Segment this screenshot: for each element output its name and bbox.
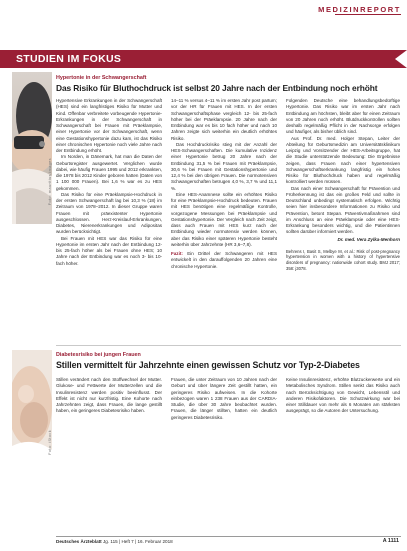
article1-fazit-label: Fazit:: [171, 251, 183, 256]
article2-col1-paragraph: Stillen verändert nach den Stoffwechsel der Mutter. Glukose- und Fettwerte der Mutterzellen und die Insulinresistenz werden positiv beeinflusst. Der Effekt ist nicht nur kurzfristig. Eine Kohorte nach Jahrzehnten zeigt, dass Frauen, die lange gestillt haben, ein geringeres Diabetesrisiko haben.: [56, 377, 162, 414]
article1-col3-paragraph: Aus Prof. Dr. med. Holger Stepan, Leiter der Abteilung für Geburtsmedizin am Universitätsklinikum Leipzig und Vorsitzender der HES-Arbeitsgruppe, hat die Studie unterstützende Bedeutung: Die Ergebnisse zeigen, dass Frauen nach einer hypertensiven Schwangerschaftserkrankung langfristig ein hohes Risiko für Bluthochdruck haben und regelmäßig kontrolliert werden müssen.: [286, 135, 400, 185]
section-label: MEDIZINREPORT: [318, 5, 401, 14]
article1-col2-paragraph: Eine HES-Anamnese sollte ein erhöhtes Risiko für eine Präeklampsie-Hochdruck bedeuten. Frauen mit HES benötigen eine regelmäßige Kontrolle, vorgezogene Messungen bei Präeklampsie und Gestationshypertonie. Der Vergleich nach Zeit zeigt, dass auch Frauen mit HES kurz nach der Entbindung wieder normotensiv werden können, aber das Risiko einer späteren Hypertonie besteht weiterhin über Jahrzehnte (HR 3,6–7,8).: [171, 191, 277, 247]
article1-col2-paragraph: Das Hochdruckrisiko stieg mit der Anzahl der HES-Schwangerschaften. Die kumulative Inzidenz einer Hypertonie betrug 20 Jahre nach der Entbindung 31,5 % bei Frauen mit Präeklampsie, 30,6 % bei Frauen mit Gestationshypertonie und 12,4 % bei den übrigen Frauen. Die normotensiven Schwangerschaften betrugen 4,0 %, 3,7 % und 11,1 %.: [171, 141, 277, 191]
article-divider: [56, 345, 401, 346]
article1-col1-paragraph: Im Norden, in Dänemark, hat man die Daten der Geburtsregister ausgewertet. Verglichen wurde dabei, wie häufig Frauen 1995 und 2012 erkrankten, die 1978 bis 2012 Kinder geboren hatten (Daten von 1 100 000 Frauen). Bei 1,6 % war es zu HES gekommen.: [56, 154, 162, 191]
article2-photo-credit: Foto: iStock: [48, 430, 52, 455]
article1-col1-paragraph: Hypertensive Erkrankungen in der Schwangerschaft (HES) sind ein langfristiges Risiko für Mutter und Kind. Offenbar verbreitete vorbeugende Hypertonie-Erkrankungen in der Schwangerschaft in Schwangerschaft bei Frauen mit Präeklampsie, einer Hypertonie vor der Schwangerschaft, wenn eine Gestationshypertonie dazu kam, ist das Risiko einer chronischen Hypertonie noch viele Jahre nach der Entbindung erhöht.: [56, 98, 162, 153]
header-rule: [335, 14, 401, 15]
article2-photo: [12, 350, 52, 470]
footer-citation: [56, 539, 173, 544]
footer-rule: [56, 536, 401, 537]
banner-arrow: [395, 50, 407, 68]
page-number: A 1111: [382, 538, 399, 544]
article1-col2-paragraph: 14–11 % versus 4–11 % im ersten Jahr post partum; vor der HR für Frauen mit HES. In der ersten Schwangerschaftsphase vergleich 12- bis 25-fach höher bei der Präeklampsie. 20 Jahre nach der Entbindung war es bis 10 fach höher und nach 10 Jahren zeigte sich weiterhin ein deutlich erhöhtes Risiko.: [171, 98, 277, 141]
article1-headline: Das Risiko für Bluthochdruck ist selbst 20 Jahre nach der Entbindung noch erhöht: [56, 83, 378, 93]
article1-col1-paragraph: Bei Frauen mit HES war das Risiko für eine Hypertonie im ersten Jahr nach der Entbindung 12- bis 25-fach höher als bei Frauen ohne HES; 10 Jahre nach der Entbindung war es noch 3- bis 10-fach höher.: [56, 235, 162, 266]
article1-references: Behrens I, Basit S, Melbye M, et al.: Risk of post-pregnancy hypertension in women with a history of hypertensive disorders of pregnancy: nationwide cohort study. BMJ 2017; 358: j3078.: [286, 248, 400, 271]
issue-citation: Jg. 115 | Heft 7 | 16. Februar 2018: [102, 539, 173, 544]
article1-column-1: [56, 98, 162, 334]
article1-col3-paragraph: Das nach einer Schwangerschaft für Prävention und Früherkennung ist das ein großes Feld und sollte in Deutschland unbedingt systematisch erfolgen. Wichtig seien hier insbesondere Informationen zu Risiko und Prävention, betont Stepan. Präventivmaßnahmen sind im Anschluss an eine Präeklampsie oder eine HES-Erkrankung besonders wichtig, und die Patientinnen sollten darüber informiert werden.: [286, 185, 400, 235]
article1-column-2: [171, 98, 277, 334]
article1-photo-credit: Foto: mauritius images: [48, 158, 52, 206]
article2-headline: Stillen vermittelt für Jahrzehnte einen gewissen Schutz vor Typ-2-Diabetes: [56, 360, 360, 370]
article2-column-1: [56, 377, 162, 533]
article1-col3-paragraph: Folgenden Deutsche eine behandlungsbedürftige Hypertonie. Das Risiko war im ersten Jahr nach Entbindung am höchsten, bleibt aber für einen Zeitraum von 20 Jahren noch erhöht. Blutdruckkontrollen sollten deshalb regelmäßig Pflicht in der Nachsorge erfolgen und häufiger, als bisher üblich sind.: [286, 98, 400, 135]
article2-column-2: [171, 377, 277, 533]
article1-fazit-text: Ein Drittel der Schwangeren mit HES entwickelt in den darauffolgenden 20 Jahren eine chronische Hypertonie.: [171, 251, 277, 269]
section-banner: STUDIEN IM FOKUS: [0, 50, 407, 68]
article2-col2-paragraph: Frauen, die unter Zeitraum von 10 Jahren nach der Geburt und über längere Zeit gestillt hatten, ein geringeres Risiko aufweisen. In die Kohorte einbezogen waren 1 238 Frauen aus der CARDIA-Studie, die über 30 Jahre beobachtet wurden. Frauen, die länger stillten, hatten ein deutlich geringeres Diabetesrisiko.: [171, 377, 277, 420]
article2-column-3: [286, 377, 400, 533]
article1-column-3: [286, 98, 400, 334]
article1-author: Dr. med. Vera Zylka-Menhorn: [337, 236, 400, 242]
article1-col1-paragraph: Das Risiko für eine Präeklampsie-Hochdruck in der ersten Schwangerschaft lag bei 10,3 % (18) im Zeitraum von 1978–2012. In dieser Gruppe waren Frauen mit präexistenter Hypertonie ausgeschlossen. Herz-Kreislauf-Erkrankungen, Diabetes, Nierenerkrankungen und Adipositas wurden berücksichtigt.: [56, 191, 162, 235]
article1-kicker: Hypertonie in der Schwangerschaft: [56, 75, 147, 81]
article1-photo: [12, 72, 52, 224]
journal-name: Deutsches Ärzteblatt: [56, 539, 102, 544]
article2-col3-paragraph: Keine Insulinresistenz, erhöhte Blutzuckerwerte und ein Metabolisches Syndrom. Stillen senkt das Risiko auch nach Berücksichtigung von Gewicht, Lebensstil und anderen Risikofaktoren. Die Schutzwirkung war bei einer Stilldauer von mehr als 6 Monaten am stärksten ausgeprägt, so die Autoren der Untersuchung.: [286, 377, 400, 414]
article2-kicker: Diabetesrisiko bei jungen Frauen: [56, 352, 141, 358]
